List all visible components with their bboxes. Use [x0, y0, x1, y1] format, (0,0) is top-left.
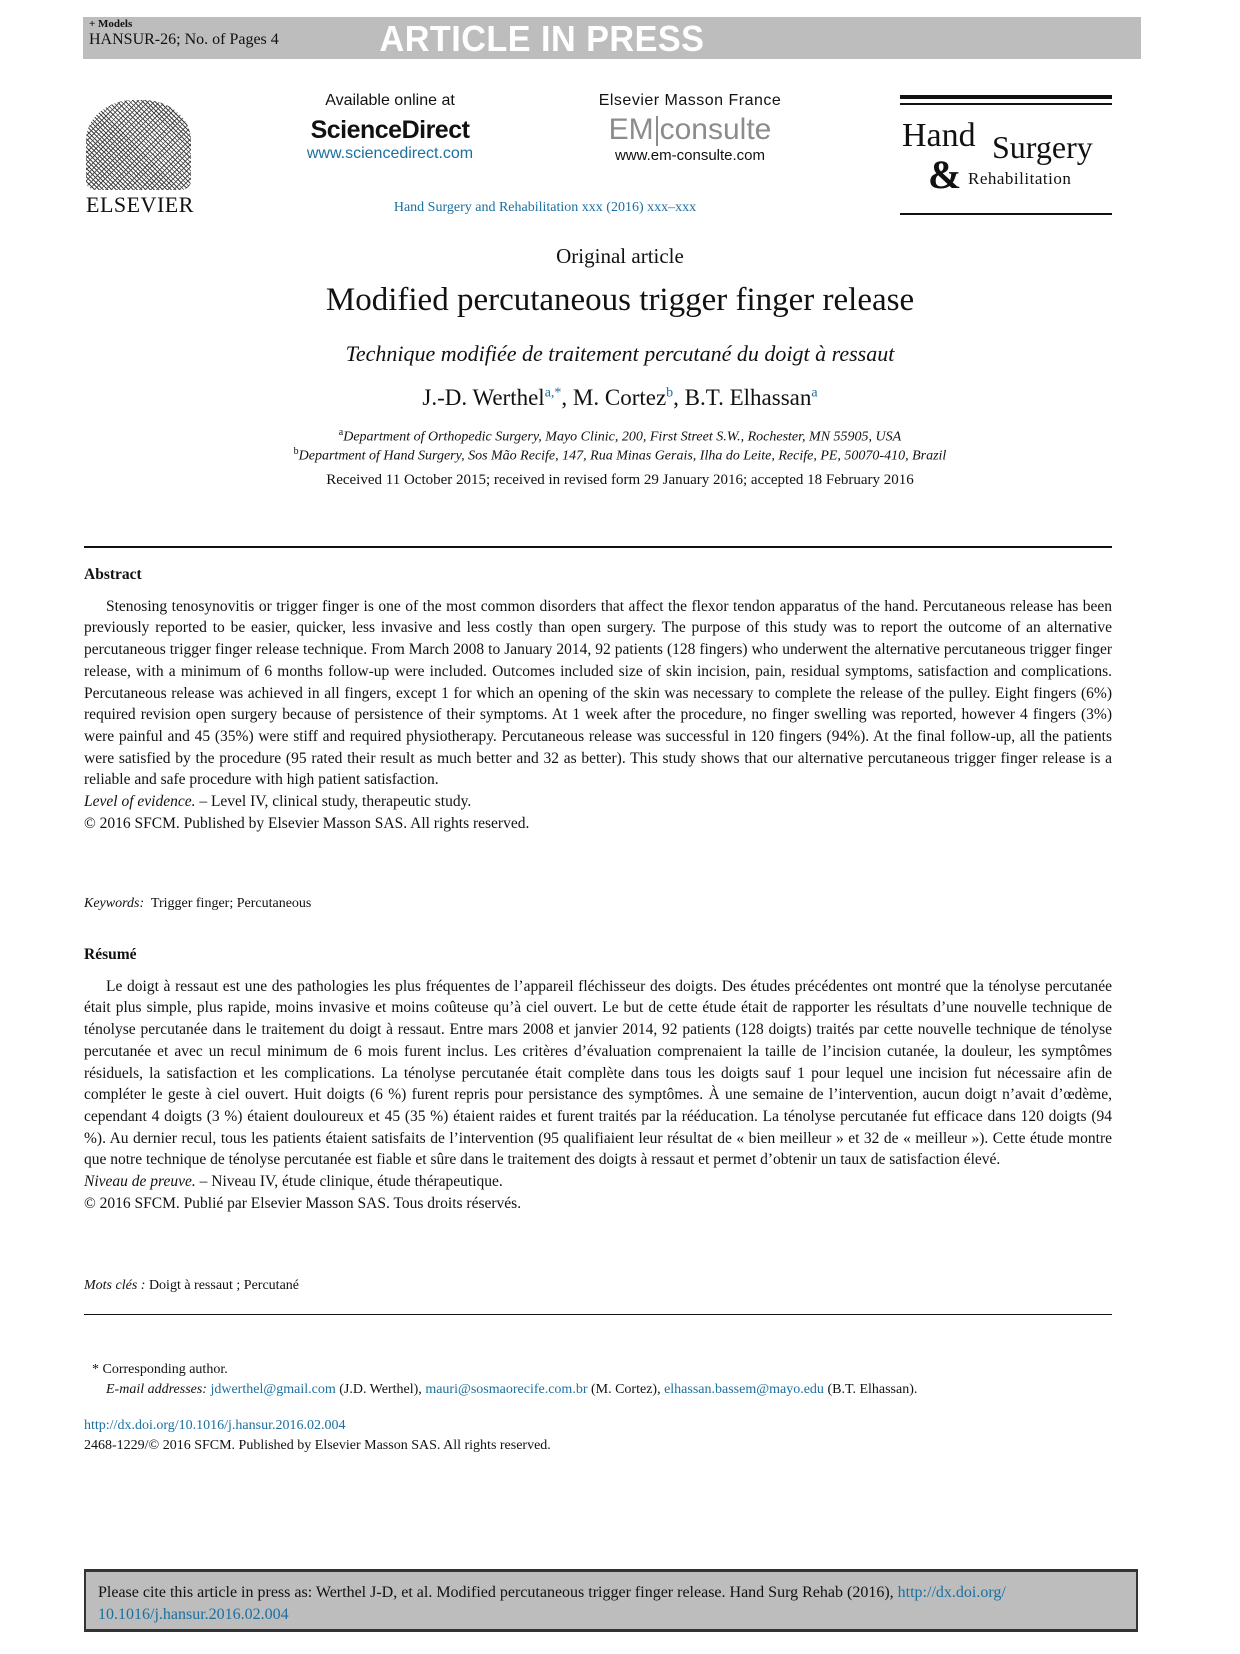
- author-affiliation-link[interactable]: a,*: [544, 385, 562, 401]
- article-subtitle-fr: Technique modifiée de traitement percutané du doigt à ressaut: [345, 341, 895, 366]
- footnotes: [84, 1360, 1112, 1400]
- author-name: B.T. Elhassan: [684, 385, 812, 410]
- author-separator: ,: [673, 385, 685, 410]
- doi-block: [84, 1416, 1112, 1456]
- evidence-text: – Level IV, clinical study, therapeutic study.: [195, 793, 472, 811]
- divider: [84, 1314, 1112, 1315]
- emconsulte-block: [560, 92, 820, 164]
- available-online-label: Available online at: [325, 92, 455, 109]
- logo-word-hand: Hand: [902, 117, 976, 154]
- email-owner: (J.D. Werthel),: [335, 1382, 426, 1397]
- email-owner: (B.T. Elhassan).: [823, 1382, 918, 1397]
- abstract-copyright: © 2016 SFCM. Published by Elsevier Masson SAS. All rights reserved.: [84, 814, 530, 832]
- email-label: E-mail addresses:: [106, 1382, 207, 1397]
- evidence-label: Level of evidence.: [84, 793, 196, 811]
- mots-cles-label: Mots clés :: [84, 1278, 146, 1293]
- author-affiliation-link[interactable]: a: [811, 385, 818, 401]
- email-addresses: [84, 1380, 1112, 1400]
- keywords-text: Trigger finger; Percutaneous: [150, 896, 312, 911]
- affiliation-text: Department of Hand Surgery, Sos Mão Recife, 147, Rua Minas Gerais, Ilha do Leite, Recife, PE, 50070-410, Brazil: [298, 448, 947, 464]
- affiliation-label: b: [293, 446, 299, 457]
- author-list: [0, 385, 1240, 411]
- cite-doi-link[interactable]: http://dx.doi.org/: [897, 1584, 1006, 1601]
- affiliation-b: [0, 446, 1240, 465]
- divider: [84, 546, 1112, 548]
- article-dates: Received 11 October 2015; received in revised form 29 January 2016; accepted 18 February 2016: [326, 472, 914, 488]
- abstract-text: Stenosing tenosynovitis or trigger finger is one of the most common disorders that affect the flexor tendon apparatus of the hand. Percutaneous release has been previously reported to be easier, quicker, less invasive and less costly than open surgery. The purpose of this study was to report the outcome of an alternative percutaneous trigger finger release technique. From March 2008 to January 2014, 92 patients (128 fingers) who underwent the alternative percutaneous trigger finger release, with a minimum of 6 months follow-up were included. Outcomes included size of skin incision, pain, residual symptoms, satisfaction and complications. Percutaneous release was achieved in all fingers, except 1 for which an opening of the skin was necessary to complete the release of the pulley. Eight fingers (6%) required revision open surgery because of persistence of their symptoms. At 1 week after the procedure, no finger swelling was reported, however 4 fingers (3%) were painful and 45 (35%) were stiff and required physiotherapy. Percutaneous release was successful in 120 fingers (94%). At the final follow-up, all the patients were satisfied by the procedure (95 rated their result as much better and 32 as better). This study shows that our alternative percutaneous trigger finger release is a reliable and safe procedure with high patient satisfaction.: [84, 597, 1112, 789]
- banner-title: ARTICLE IN PRESS: [379, 18, 705, 59]
- abstract-section: [84, 564, 1112, 834]
- affiliation-text: Department of Orthopedic Surgery, Mayo Clinic, 200, First Street S.W., Rochester, MN 55905, USA: [343, 429, 902, 445]
- evidence-label: Niveau de preuve.: [84, 1173, 196, 1191]
- mots-cles-text: Doigt à ressaut ; Percutané: [148, 1278, 299, 1293]
- issn-line: 2468-1229/© 2016 SFCM. Published by Elsevier Masson SAS. All rights reserved.: [84, 1438, 551, 1453]
- email-owner: (M. Cortez),: [587, 1382, 665, 1397]
- logo-rule-top: [900, 95, 1112, 99]
- email-link[interactable]: jdwerthel@gmail.com: [210, 1382, 336, 1397]
- affiliation-a: [0, 427, 1240, 446]
- em-logo-right: consulte: [659, 113, 772, 146]
- models-label: + Models: [89, 18, 133, 30]
- author-name: J.-D. Werthel: [422, 385, 545, 410]
- author-affiliation-link[interactable]: b: [666, 385, 674, 401]
- keywords-label: Keywords:: [84, 896, 145, 911]
- logo-word-rehabilitation: Rehabilitation: [968, 169, 1072, 188]
- journal-logo: [900, 95, 1112, 215]
- affiliation-label: a: [338, 427, 344, 438]
- resume-section: [84, 944, 1112, 1214]
- author-name: M. Cortez: [572, 385, 667, 410]
- evidence-text: – Niveau IV, étude clinique, étude thérapeutique.: [195, 1173, 503, 1191]
- abstract-evidence: [84, 791, 1112, 813]
- cite-text: Please cite this article in press as: Werthel J-D, et al. Modified percutaneous trigger finger release. Hand Surg Rehab (2016),: [98, 1584, 898, 1601]
- emconsulte-link[interactable]: www.em-consulte.com: [614, 147, 766, 164]
- resume-evidence: [84, 1171, 1112, 1193]
- corresponding-author-note: * Corresponding author.: [92, 1362, 228, 1377]
- resume-copyright: © 2016 SFCM. Publié par Elsevier Masson SAS. Tous droits réservés.: [84, 1194, 522, 1212]
- logo-rule-top-thin: [900, 103, 1112, 105]
- article-in-press-banner: [83, 17, 1141, 59]
- email-link[interactable]: elhassan.bassem@mayo.edu: [664, 1382, 824, 1397]
- elsevier-wordmark: ELSEVIER: [86, 192, 194, 217]
- logo-ampersand: &: [928, 152, 962, 197]
- doi-link[interactable]: http://dx.doi.org/10.1016/j.hansur.2016.02.004: [84, 1418, 346, 1433]
- sciencedirect-link[interactable]: www.sciencedirect.com: [306, 145, 474, 162]
- logo-rule-bottom: [900, 213, 1112, 215]
- email-link[interactable]: mauri@sosmaorecife.com.br: [425, 1382, 588, 1397]
- resume-text: Le doigt à ressaut est une des pathologies les plus fréquentes de l’appareil fléchisseur des doigts. Des études précédentes ont montré que la ténolyse percutanée était plus simple, plus rapide, moins invasive et moins coûteuse qu’à ciel ouvert. Le but de cette étude était de rapporter les résultats d’une nouvelle technique de ténolyse percutanée dans le traitement du doigt à ressaut. Entre mars 2008 et janvier 2014, 92 patients (128 doigts) traités par cette nouvelle technique de ténolyse percutanée et avec un recul minimum de 6 mois furent inclus. Les critères d’évaluation comprenaient la taille de l’incision cutanée, la douleur, les symptômes résiduels, la satisfaction et les complications. La ténolyse percutanée était complète dans tous les doigts sauf 1 pour lequel une incision fut nécessaire afin de compléter le geste à ciel ouvert. Huit doigts (6 %) furent repris pour persistance des symptômes. À une semaine de l’intervention, aucun doigt n’avait d’œdème, cependant 4 doigts (3 %) étaient douloureux et 45 (35 %) étaient raides et furent traités par la rééducation. La ténolyse percutanée fut efficace dans 120 doigts (94 %). Au dernier recul, tous les patients étaient satisfaits de l’intervention (95 qualifiaient leur résultat de « bien meilleur » et 32 de « meilleur »). Cette étude montre que notre technique de ténolyse percutanée est fiable et sûre dans le traitement des doigts à ressaut et permet d’obtenir un taux de satisfaction élevé.: [84, 977, 1112, 1169]
- keywords: [84, 896, 311, 912]
- sciencedirect-logo: ScienceDirect: [310, 116, 470, 144]
- journal-citation-line[interactable]: Hand Surgery and Rehabilitation xxx (2016) xxx–xxx: [393, 200, 697, 215]
- mots-cles: [84, 1278, 299, 1294]
- em-logo-divider: [656, 116, 658, 146]
- em-logo-left: EM: [608, 113, 654, 146]
- sciencedirect-block: [270, 92, 510, 163]
- manuscript-id: HANSUR-26; No. of Pages 4: [89, 31, 279, 48]
- elsevier-masson-label: Elsevier Masson France: [598, 92, 782, 109]
- abstract-heading: Abstract: [84, 566, 142, 583]
- resume-heading: Résumé: [84, 946, 137, 963]
- emconsulte-logo: [560, 113, 820, 147]
- cite-this-article-box: [84, 1569, 1138, 1632]
- logo-word-surgery: Surgery: [992, 129, 1093, 165]
- article-type: Original article: [556, 244, 684, 268]
- cite-doi-link-continued[interactable]: 10.1016/j.hansur.2016.02.004: [98, 1606, 289, 1623]
- elsevier-tree-logo-icon: [86, 100, 191, 190]
- article-title: Modified percutaneous trigger finger release: [325, 282, 915, 318]
- author-separator: ,: [561, 385, 573, 410]
